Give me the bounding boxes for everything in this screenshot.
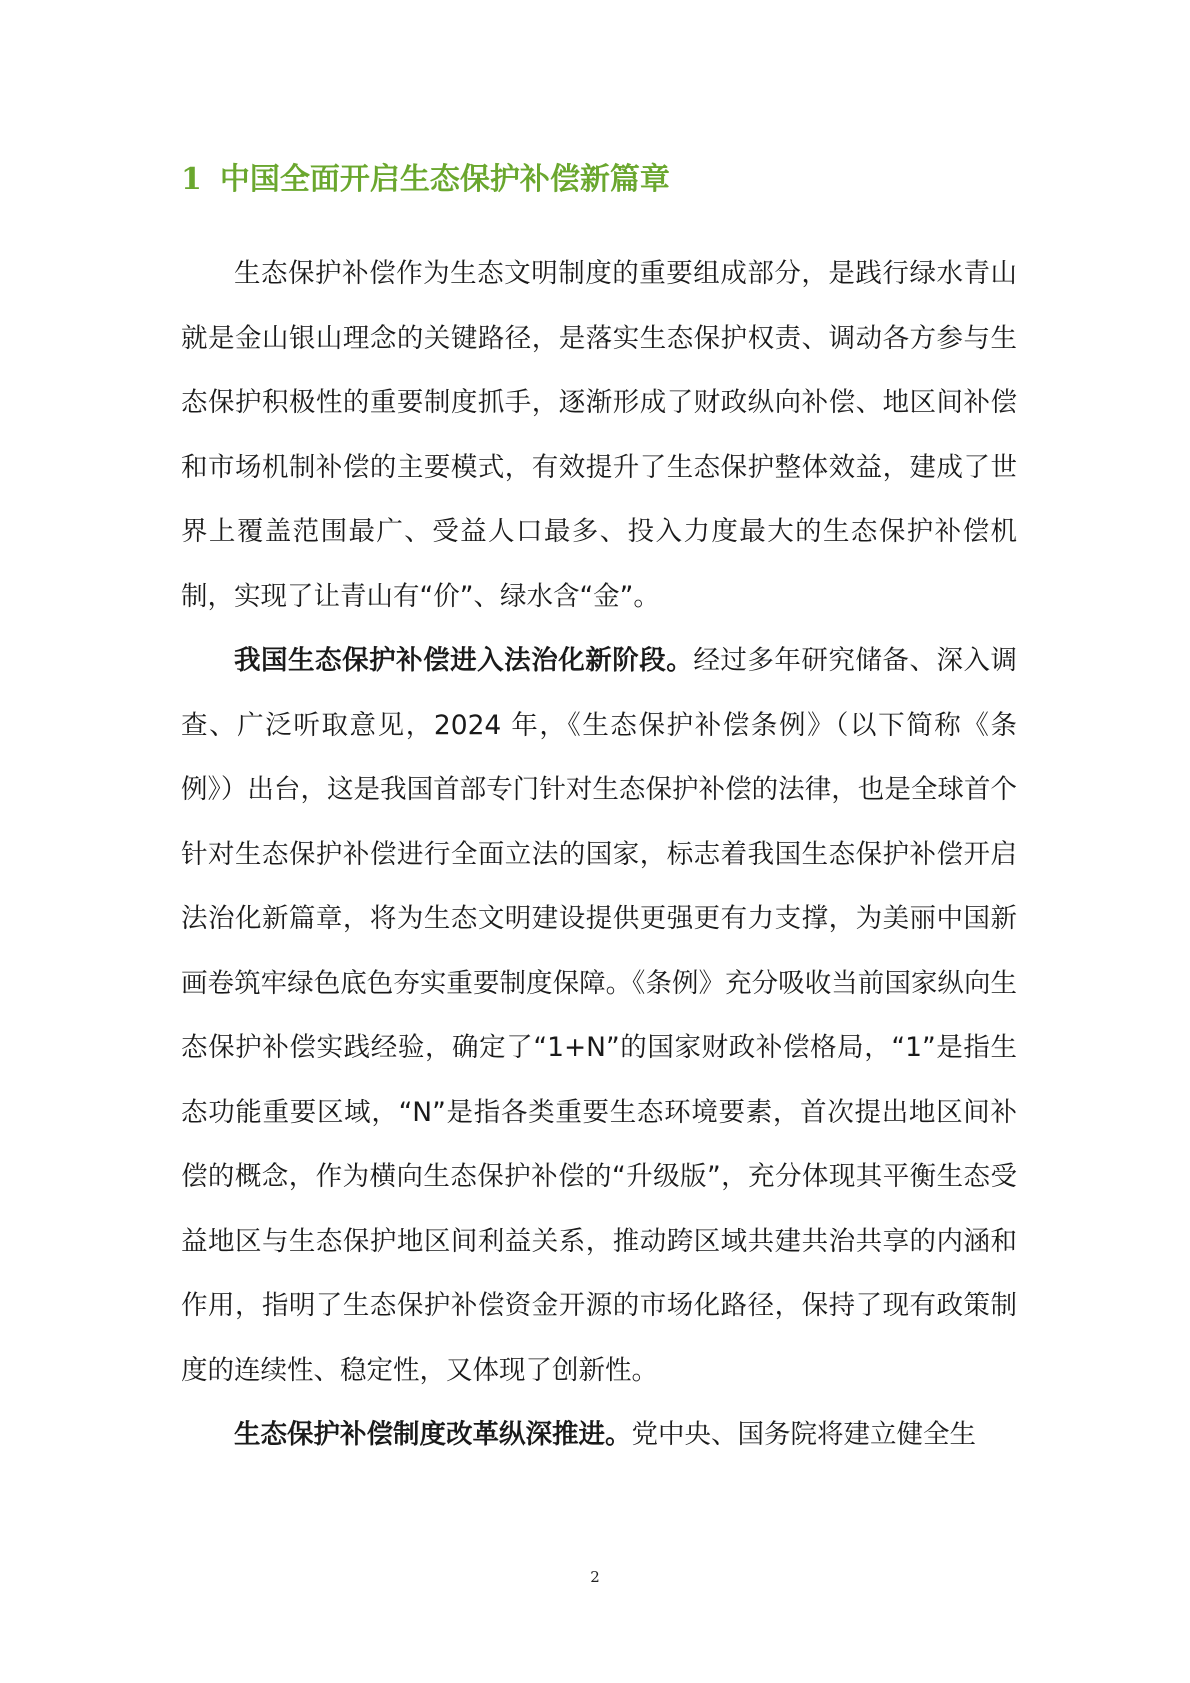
paragraph-1-text: 生态保护补偿作为生态文明制度的重要组成部分，是践行绿水青山就是金山银山理念的关键路径，是落实生态保护权责、调动各方参与生态保护积极性的重要制度抓手，逐渐形成了财政纵向补偿、地区间补偿和市场机制补偿的主要模式，有效提升了生态保护整体效益，建成了世界上覆盖范围最广、受益人口最多、投入力度最大的生态保护补偿机制，实现了让青山有“价”、绿水含“金”。 [181,258,1017,612]
section-number: 1 [181,162,202,197]
body-text [181,242,1017,1468]
paragraph-3 [181,1403,1017,1468]
page-number: 2 [590,1568,600,1586]
section-heading [181,160,1021,200]
paragraph-3-lead: 生态保护补偿制度改革纵深推进。 [234,1419,632,1450]
paragraph-2 [181,629,1017,1403]
section-title: 中国全面开启生态保护补偿新篇章 [219,162,670,197]
paragraph-2-lead: 我国生态保护补偿进入法治化新阶段。 [234,645,694,676]
paragraph-1 [181,242,1017,629]
paragraph-3-text: 党中央、国务院将建立健全生 [631,1419,976,1450]
paragraph-2-text: 经过多年研究储备、深入调查、广泛听取意见，2024 年，《生态保护补偿条例》（以下简称《条例》）出台，这是我国首部专门针对生态保护补偿的法律，也是全球首个针对生态保护补偿进行全面立法的国家，标志着我国生态保护补偿开启法治化新篇章，将为生态文明建设提供更强更有力支撑，为美丽中国新画卷筑牢绿色底色夯实重要制度保障。《条例》充分吸收当前国家纵向生态保护补偿实践经验，确定了“1+N”的国家财政补偿格局，“1”是指生态功能重要区域，“N”是指各类重要生态环境要素，首次提出地区间补偿的概念，作为横向生态保护补偿的“升级版”，充分体现其平衡生态受益地区与生态保护地区间利益关系，推动跨区域共建共治共享的内涵和作用，指明了生态保护补偿资金开源的市场化路径，保持了现有政策制度的连续性、稳定性，又体现了创新性。 [181,645,1018,1386]
